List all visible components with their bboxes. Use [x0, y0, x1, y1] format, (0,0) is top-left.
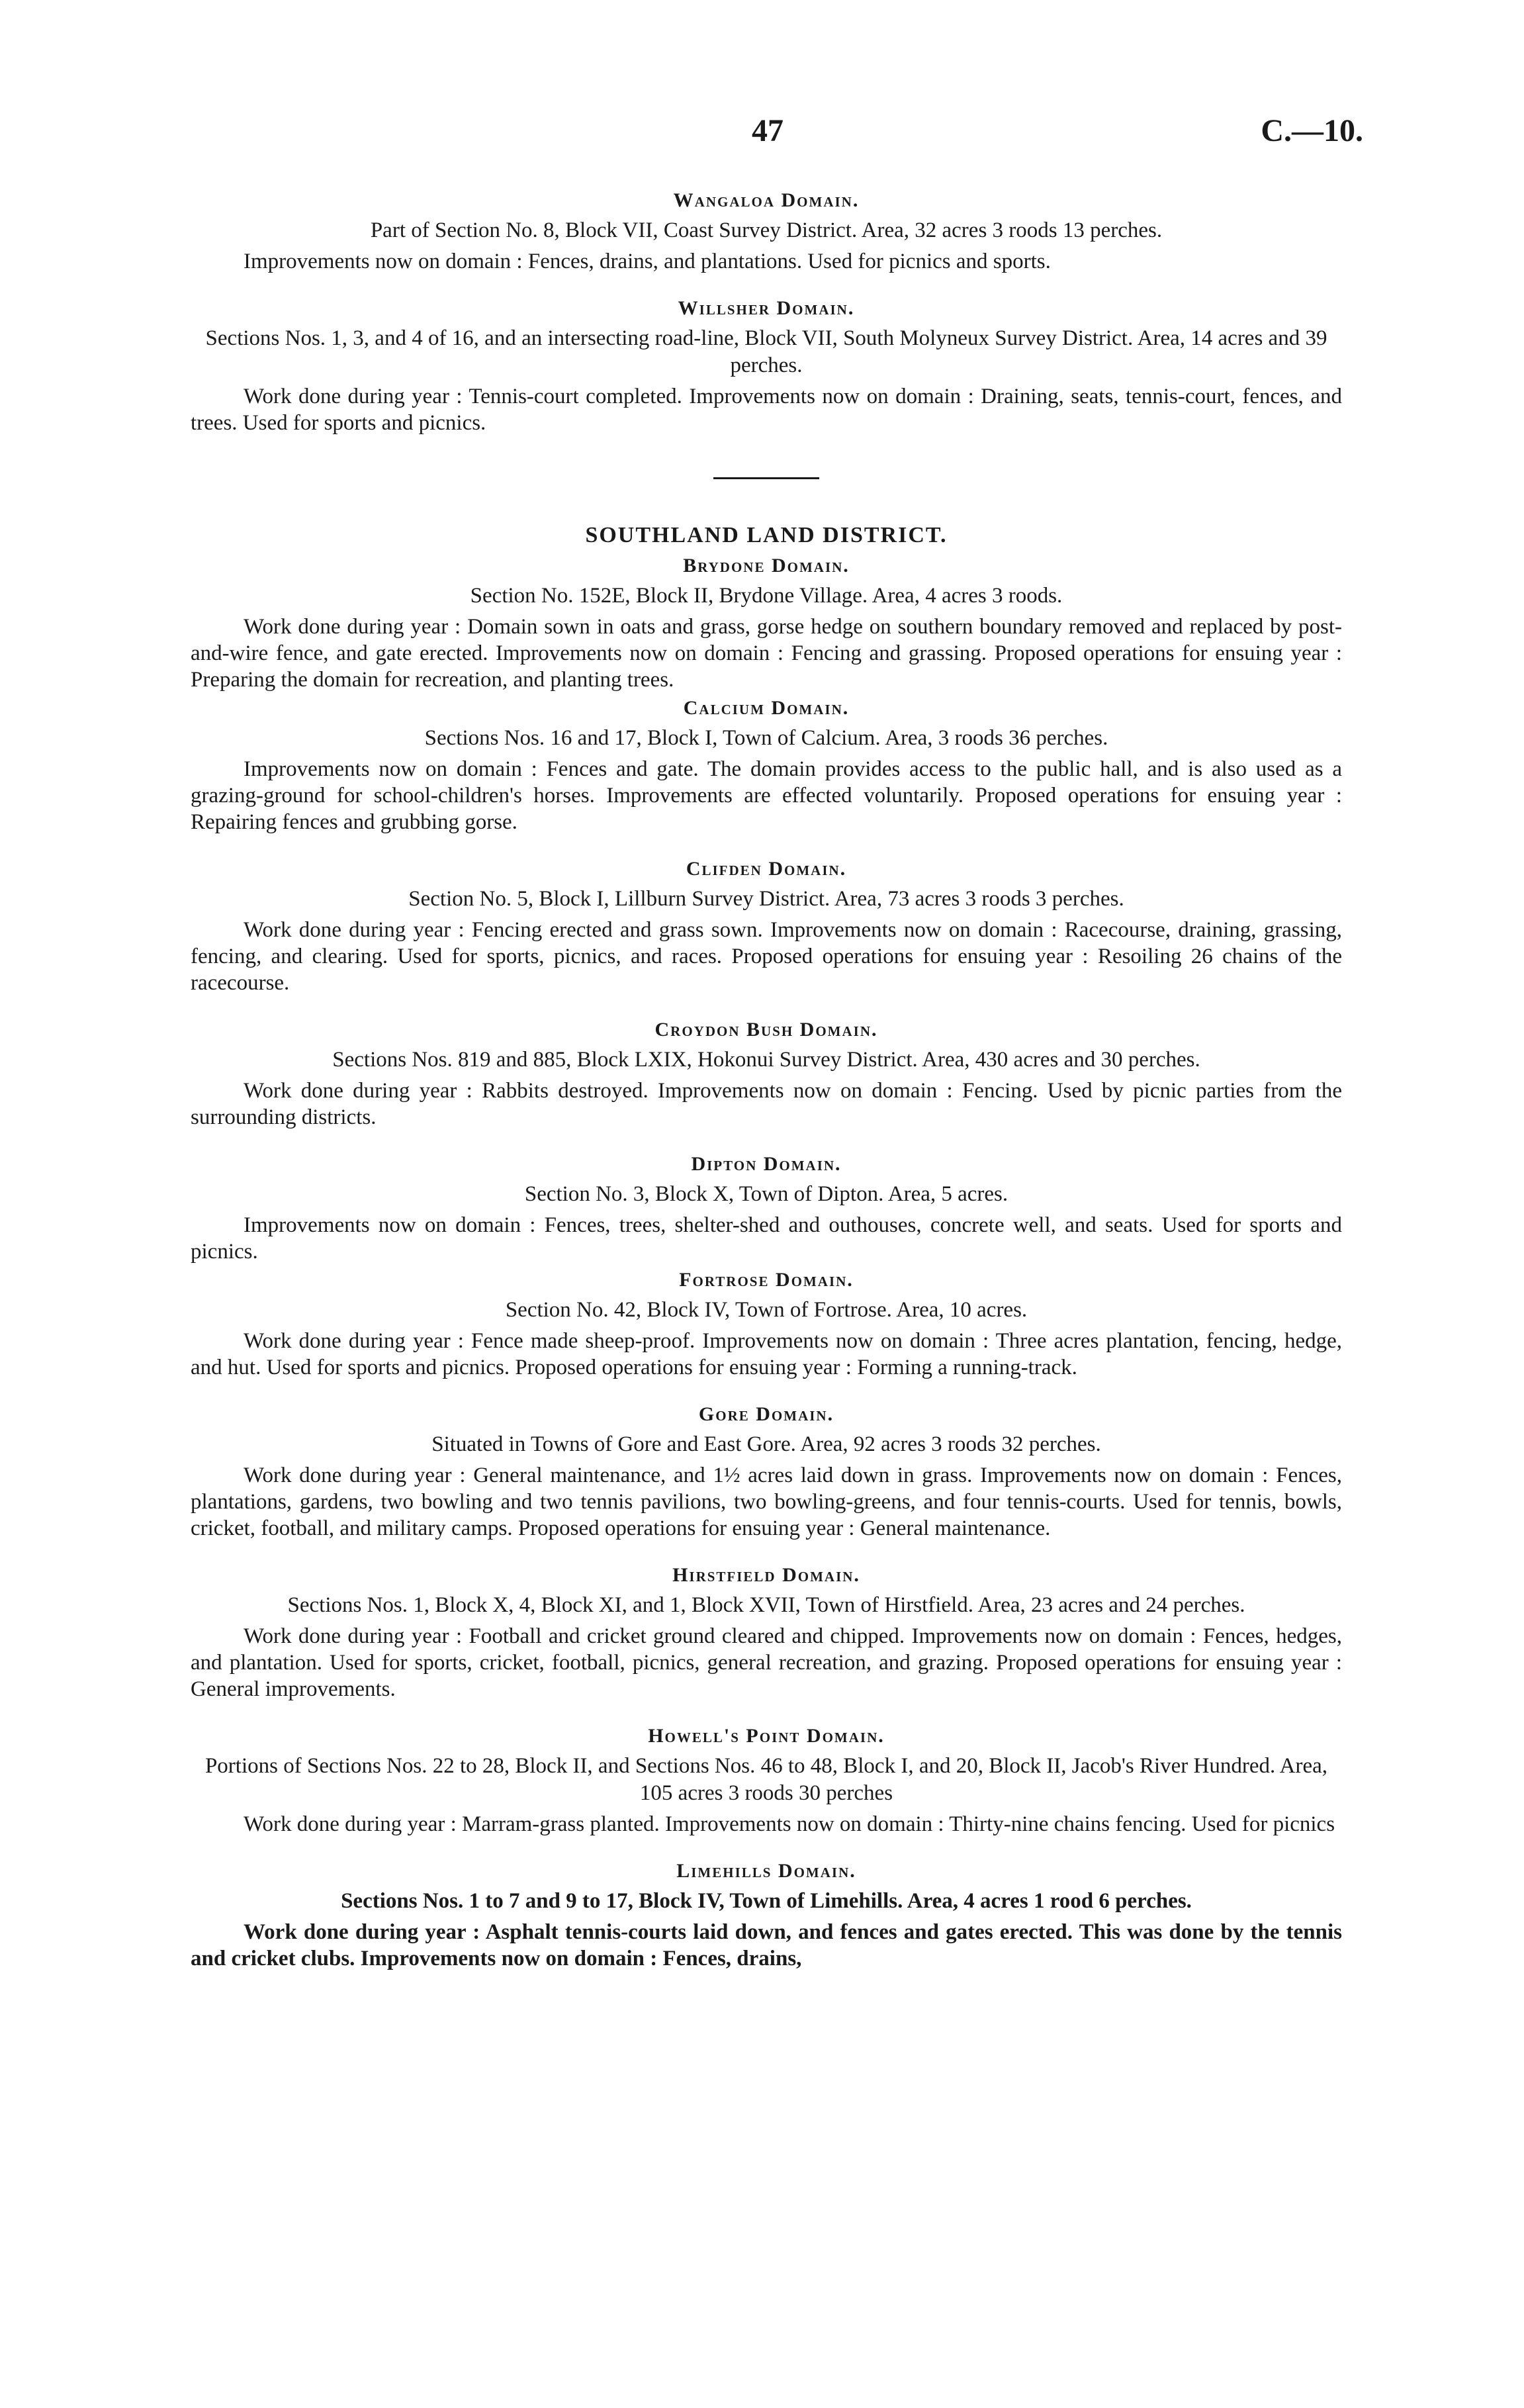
dipton-domain-title: Dipton Domain.: [691, 1153, 842, 1175]
brydone-domain-entry: [191, 551, 1342, 693]
willsher-domain-body: Work done during year : Tennis-court completed. Improvements now on domain : Draining, seats, tennis-court, fences, and trees. Used for sports and picnics.: [191, 385, 1342, 435]
section-divider: [713, 477, 819, 479]
clifden-domain-location: Section No. 5, Block I, Lillburn Survey District. Area, 73 acres 3 roods 3 perches.: [408, 887, 1124, 911]
calcium-domain-title: Calcium Domain.: [683, 697, 850, 719]
wangaloa-domain-body: Improvements now on domain : Fences, drains, and plantations. Used for picnics and sports.: [244, 250, 1051, 273]
clifden-domain-entry: [191, 854, 1342, 996]
limehills-domain-body: Work done during year : Asphalt tennis-courts laid down, and fences and gates erected. This was done by the tennis and cricket clubs. Improvements now on domain : Fences, drains,: [191, 1920, 1342, 1970]
howells-point-domain-body: Work done during year : Marram-grass planted. Improvements now on domain : Thirty-nine chains fencing. Used for picnics: [244, 1812, 1335, 1836]
gore-domain-location: Situated in Towns of Gore and East Gore. Area, 92 acres 3 roods 32 perches.: [431, 1432, 1101, 1456]
southland-district-heading: SOUTHLAND LAND DISTRICT.: [585, 523, 948, 547]
brydone-domain-body: Work done during year : Domain sown in oats and grass, gorse hedge on southern boundary removed and replaced by post-and-wire fence, and gate erected. Improvements now on domain : Fencing and grassing. Proposed operations for ensuing year : Preparing the domain for recreation, and planting trees.: [191, 615, 1342, 692]
howells-point-domain-location: Portions of Sections Nos. 22 to 28, Block II, and Sections Nos. 46 to 48, Block I, and 20, Block II, Jacob's River Hundred. Area, 105 acres 3 roods 30 perches: [204, 1754, 1328, 1805]
clifden-domain-body: Work done during year : Fencing erected and grass sown. Improvements now on domain : Racecourse, draining, grassing, fencing, and clearing. Used for sports, picnics, and races. Proposed operations for ensuing year : Resoiling 26 chains of the racecourse.: [191, 918, 1342, 995]
calcium-domain-location: Sections Nos. 16 and 17, Block I, Town of Calcium. Area, 3 roods 36 perches.: [424, 726, 1108, 750]
limehills-domain-location: Sections Nos. 1 to 7 and 9 to 17, Block IV, Town of Limehills. Area, 4 acres 1 rood 6 perches.: [341, 1889, 1192, 1913]
croydon-bush-domain-title: Croydon Bush Domain.: [654, 1019, 878, 1041]
dipton-domain-entry: [191, 1149, 1342, 1265]
page-number: 47: [752, 113, 784, 148]
wangaloa-domain-entry: [191, 185, 1342, 275]
willsher-domain-entry: [191, 293, 1342, 436]
dipton-domain-body: Improvements now on domain : Fences, trees, shelter-shed and outhouses, concrete well, and seats. Used for sports and picnics.: [191, 1213, 1342, 1264]
page-content: [191, 185, 1342, 1972]
calcium-domain-entry: [191, 693, 1342, 835]
willsher-domain-location: Sections Nos. 1, 3, and 4 of 16, and an intersecting road-line, Block VII, South Molyneux Survey District. Area, 14 acres and 39 perches.: [205, 326, 1327, 377]
limehills-domain-entry: [191, 1856, 1342, 1972]
croydon-bush-domain-body: Work done during year : Rabbits destroyed. Improvements now on domain : Fencing. Used by picnic parties from the surrounding districts.: [191, 1079, 1342, 1129]
hirstfield-domain-entry: [191, 1560, 1342, 1702]
willsher-domain-title: Willsher Domain.: [678, 297, 855, 319]
brydone-domain-title: Brydone Domain.: [683, 555, 850, 577]
clifden-domain-title: Clifden Domain.: [686, 858, 847, 880]
fortrose-domain-entry: [191, 1265, 1342, 1381]
dipton-domain-location: Section No. 3, Block X, Town of Dipton. Area, 5 acres.: [524, 1182, 1009, 1206]
document-code: C.—10.: [1261, 113, 1363, 148]
hirstfield-domain-location: Sections Nos. 1, Block X, 4, Block XI, and 1, Block XVII, Town of Hirstfield. Area, 23 acres and 24 perches.: [287, 1593, 1245, 1617]
fortrose-domain-body: Work done during year : Fence made sheep-proof. Improvements now on domain : Three acres plantation, fencing, hedge, and hut. Used for sports and picnics. Proposed operations for ensuing year : Forming a running-track.: [191, 1329, 1342, 1379]
wangaloa-domain-location: Part of Section No. 8, Block VII, Coast Survey District. Area, 32 acres 3 roods 13 perches.: [370, 218, 1163, 242]
croydon-bush-domain-entry: [191, 1015, 1342, 1131]
gore-domain-entry: [191, 1399, 1342, 1542]
gore-domain-body: Work done during year : General maintenance, and 1½ acres laid down in grass. Improvements now on domain : Fences, plantations, gardens, two bowling and two tennis pavilions, two bowling-greens, and four tennis-courts. Used for tennis, bowls, cricket, football, and military camps. Proposed operations for ensuing year : General maintenance.: [191, 1463, 1342, 1540]
calcium-domain-body: Improvements now on domain : Fences and gate. The domain provides access to the public hall, and is also used as a grazing-ground for school-children's horses. Improvements are effected voluntarily. Proposed operations for ensuing year : Repairing fences and grubbing gorse.: [191, 757, 1342, 834]
wangaloa-domain-title: Wangaloa Domain.: [673, 189, 860, 211]
gore-domain-title: Gore Domain.: [698, 1403, 834, 1425]
limehills-domain-title: Limehills Domain.: [676, 1860, 856, 1882]
howells-point-domain-entry: [191, 1721, 1342, 1837]
howells-point-domain-title: Howell's Point Domain.: [648, 1725, 885, 1747]
brydone-domain-location: Section No. 152E, Block II, Brydone Village. Area, 4 acres 3 roods.: [470, 584, 1063, 608]
hirstfield-domain-title: Hirstfield Domain.: [672, 1564, 860, 1586]
fortrose-domain-location: Section No. 42, Block IV, Town of Fortrose. Area, 10 acres.: [505, 1298, 1028, 1322]
fortrose-domain-title: Fortrose Domain.: [679, 1269, 854, 1291]
croydon-bush-domain-location: Sections Nos. 819 and 885, Block LXIX, Hokonui Survey District. Area, 430 acres and 30 perches.: [332, 1048, 1200, 1072]
hirstfield-domain-body: Work done during year : Football and cricket ground cleared and chipped. Improvements now on domain : Fences, hedges, and plantation. Used for sports, cricket, football, picnics, general recreation, and grazing. Proposed operations for ensuing year : General improvements.: [191, 1624, 1342, 1701]
